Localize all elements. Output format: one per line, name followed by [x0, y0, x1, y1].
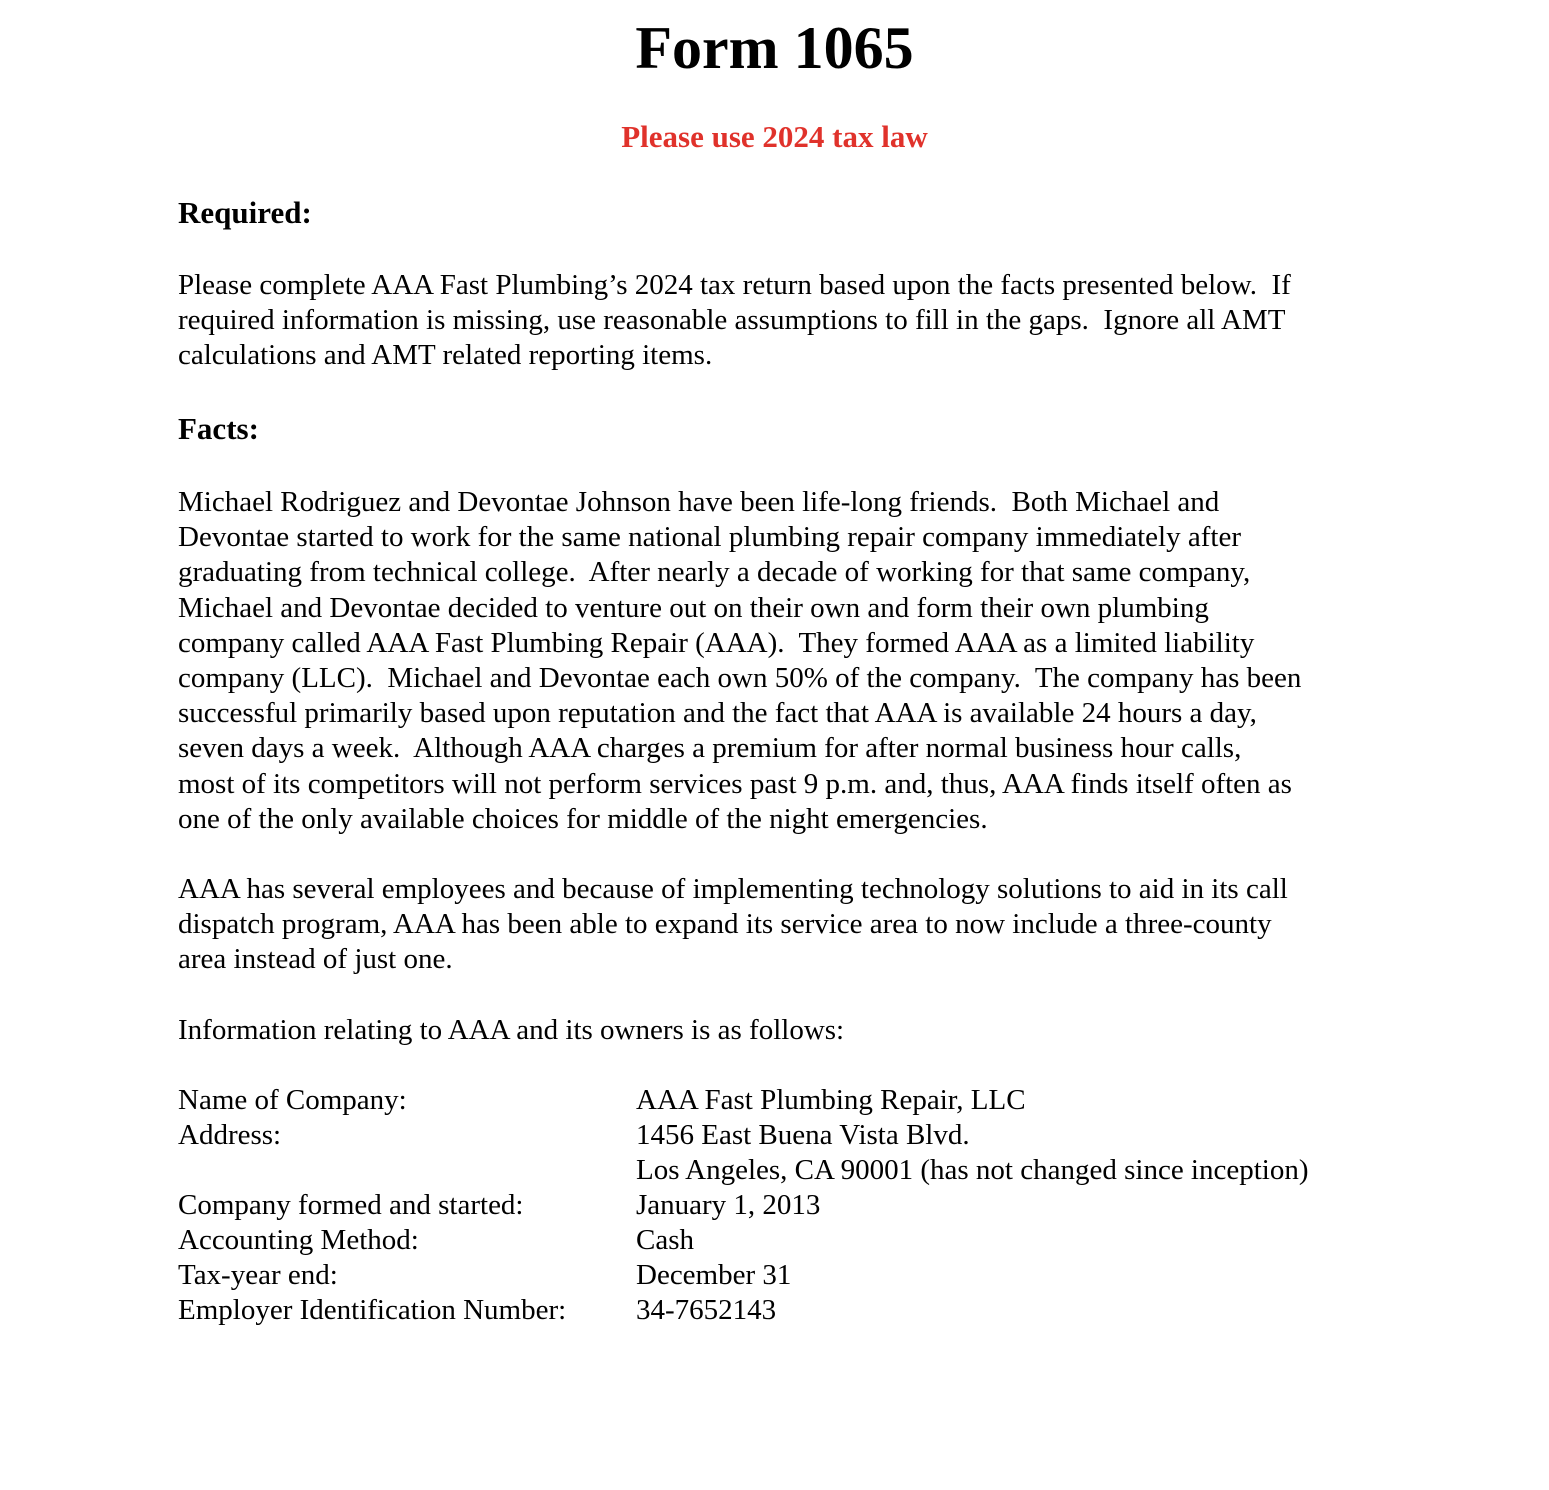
info-label: Tax-year end:	[178, 1259, 338, 1291]
text-line: company (LLC). Michael and Devontae each own 50% of the company. The company has been	[178, 662, 1302, 695]
text-line: successful primarily based upon reputation and the fact that AAA is available 24 hours a day,	[178, 697, 1257, 730]
text-line: seven days a week. Although AAA charges a premium for after normal business hour calls,	[178, 732, 1242, 765]
facts-paragraph-2	[178, 872, 1378, 978]
required-paragraph	[178, 268, 1378, 374]
info-value: January 1, 2013	[636, 1189, 821, 1221]
form-title: Form 1065	[635, 15, 914, 81]
info-value: AAA Fast Plumbing Repair, LLC	[636, 1084, 1026, 1116]
text-line: AAA has several employees and because of implementing technology solutions to aid in its call	[178, 873, 1288, 905]
text-line: Please complete AAA Fast Plumbing’s 2024 tax return based upon the facts presented below. If	[178, 269, 1291, 301]
info-value: Los Angeles, CA 90001 (has not changed since inception)	[636, 1154, 1309, 1186]
text-line: area instead of just one.	[178, 943, 453, 976]
info-label: Address:	[178, 1119, 282, 1151]
info-label: Name of Company:	[178, 1084, 407, 1116]
text-line: one of the only available choices for middle of the night emergencies.	[178, 802, 988, 835]
text-line: most of its competitors will not perform services past 9 p.m. and, thus, AAA finds itself often as	[178, 767, 1292, 800]
required-heading: Required:	[178, 195, 312, 230]
text-line: Michael Rodriguez and Devontae Johnson have been life-long friends. Both Michael and	[178, 486, 1220, 518]
info-label: Employer Identification Number:	[178, 1294, 567, 1326]
info-value: December 31	[636, 1259, 792, 1291]
text-line: company called AAA Fast Plumbing Repair (AAA). They formed AAA as a limited liability	[178, 626, 1255, 659]
info-intro	[178, 1013, 1378, 1048]
info-label: Accounting Method:	[178, 1224, 419, 1256]
text-line: Michael and Devontae decided to venture out on their own and form their own plumbing	[178, 591, 1209, 624]
info-label: Company formed and started:	[178, 1189, 524, 1221]
text-line: dispatch program, AAA has been able to expand its service area to now include a three-county	[178, 908, 1272, 941]
info-value: 1456 East Buena Vista Blvd.	[636, 1119, 970, 1151]
text-line: Devontae started to work for the same national plumbing repair company immediately after	[178, 521, 1241, 554]
text-line: graduating from technical college. After nearly a decade of working for that same company,	[178, 556, 1251, 589]
facts-paragraph-1	[178, 485, 1378, 837]
info-row-ein	[178, 1293, 1398, 1434]
text-line: Information relating to AAA and its owners is as follows:	[178, 1014, 845, 1046]
text-line: required information is missing, use reasonable assumptions to fill in the gaps. Ignore all AMT	[178, 304, 1286, 337]
info-value: 34-7652143	[636, 1294, 777, 1326]
info-value: Cash	[636, 1224, 694, 1256]
facts-heading: Facts:	[178, 411, 259, 446]
text-line: calculations and AMT related reporting items.	[178, 339, 713, 372]
tax-law-notice: Please use 2024 tax law	[621, 119, 928, 154]
